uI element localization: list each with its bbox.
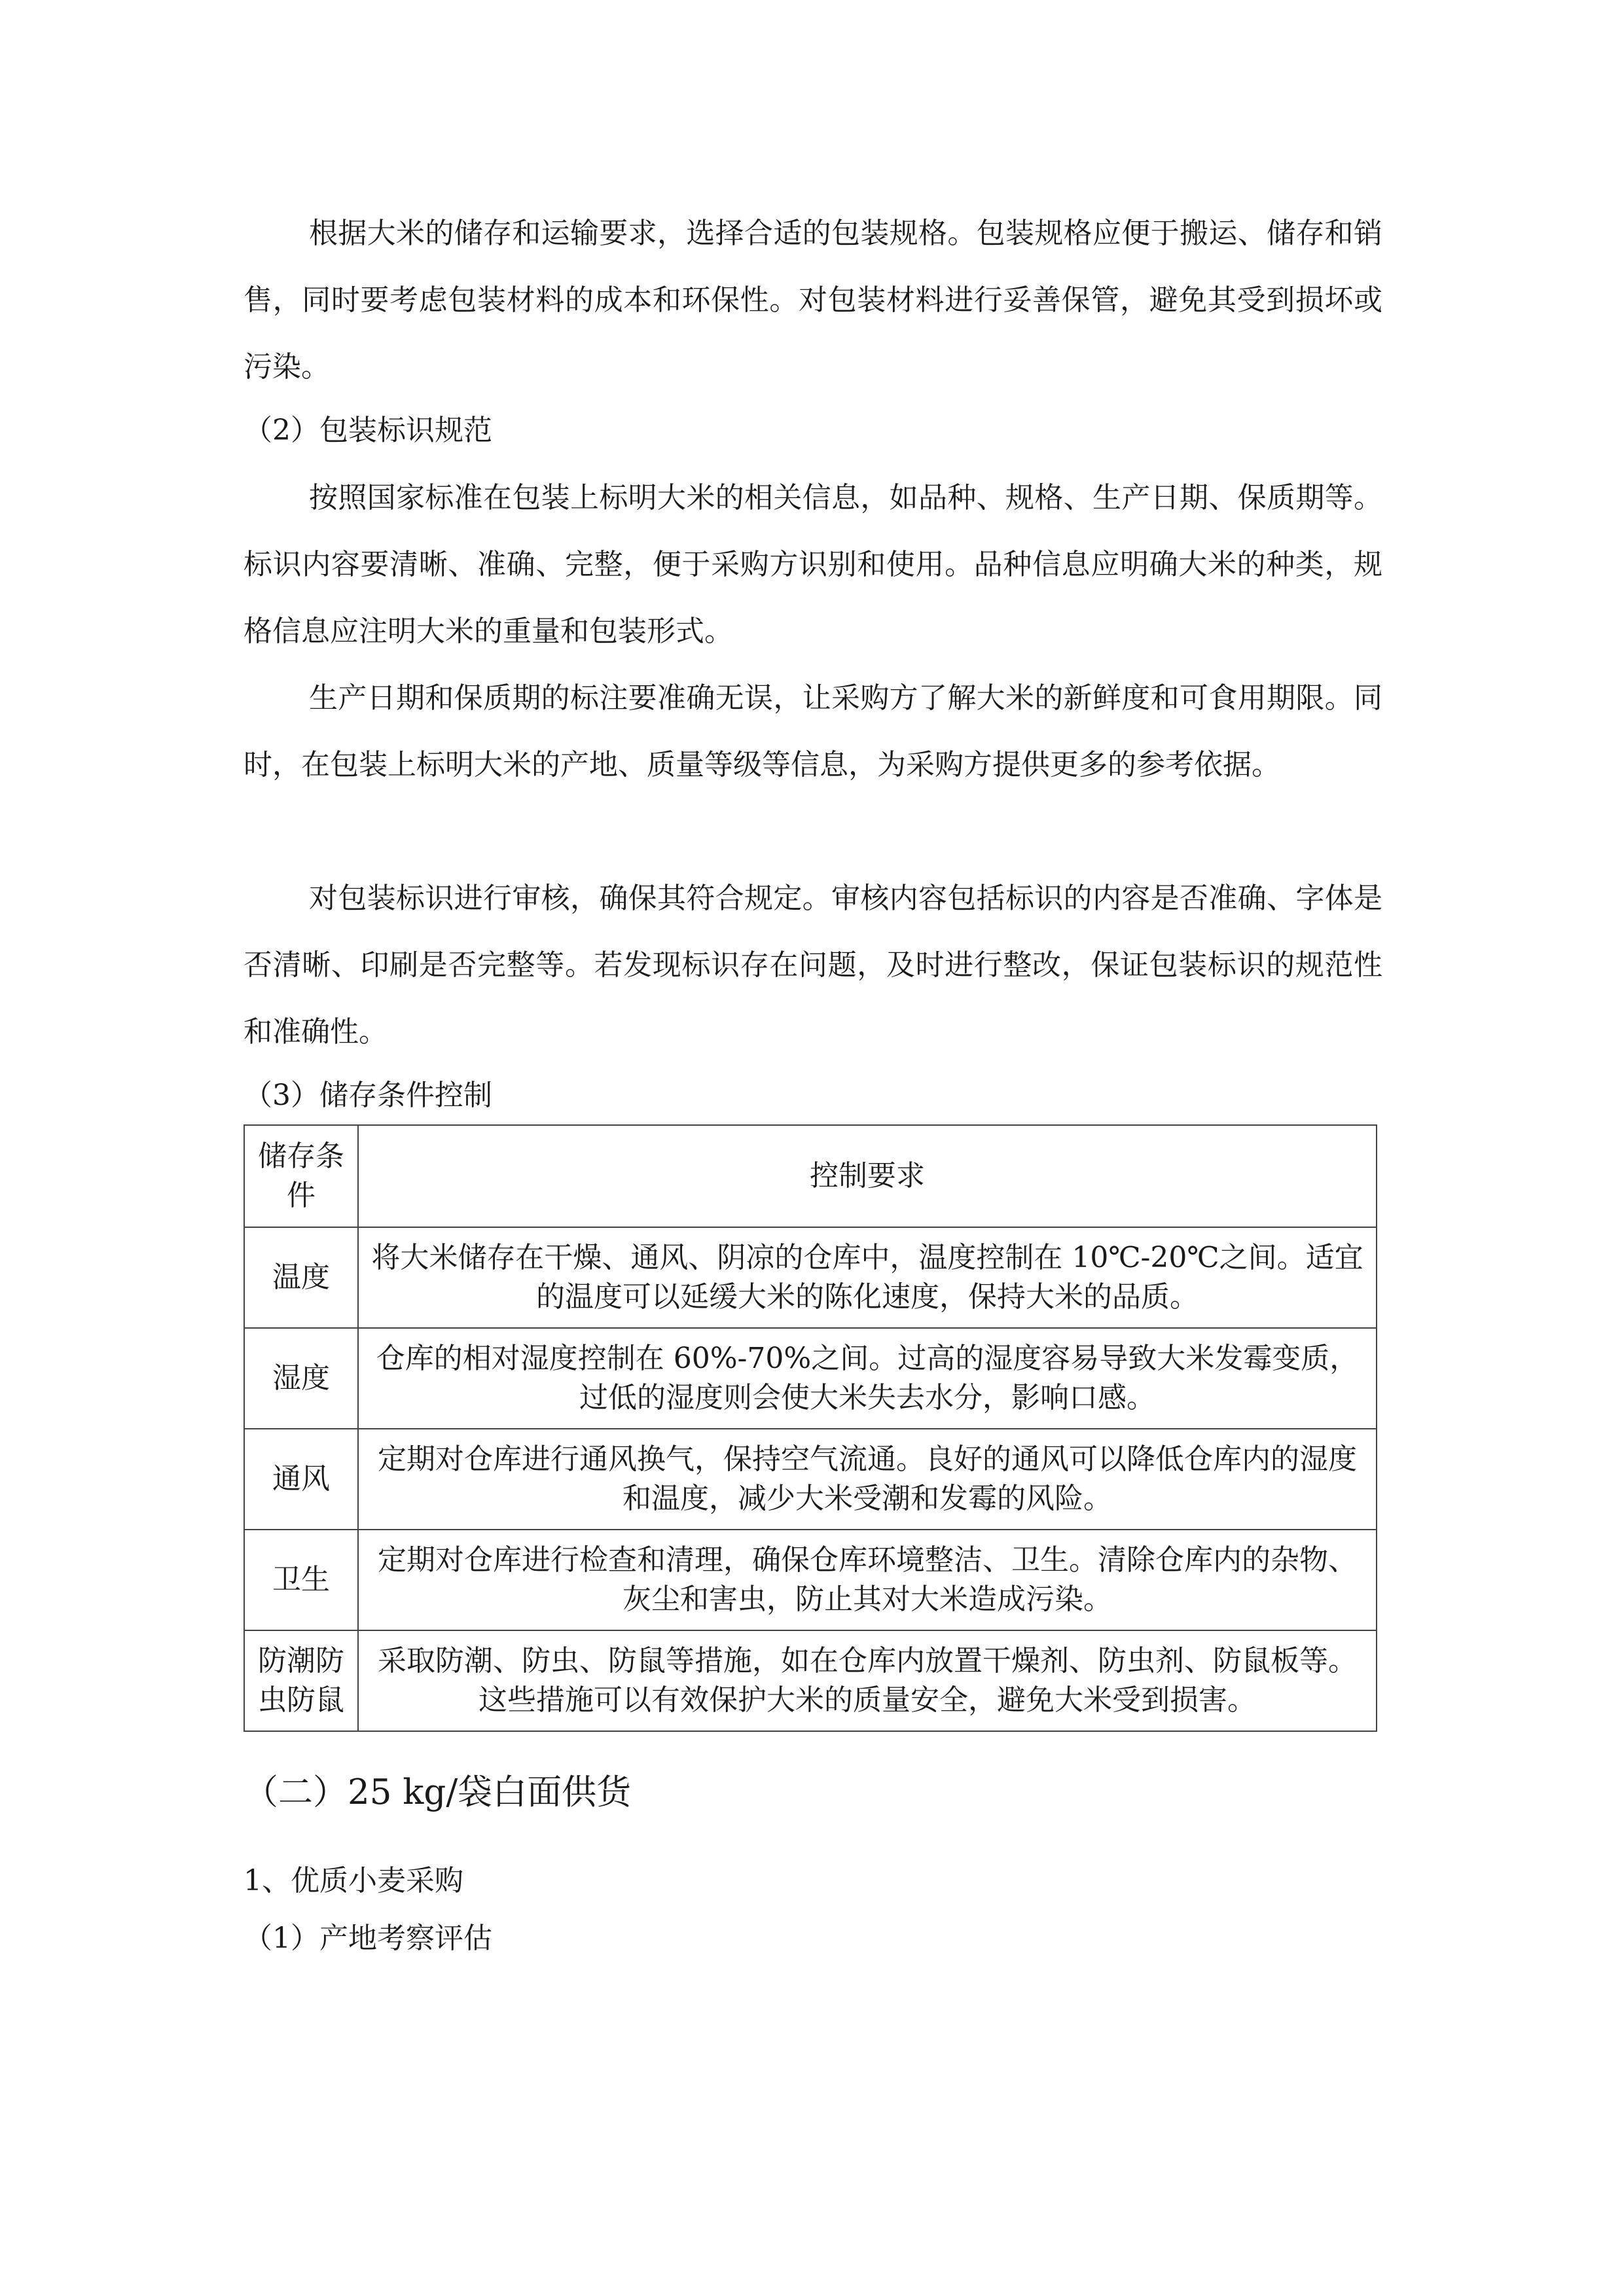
header-condition: 储存条件 [244,1125,358,1227]
table-row [244,1227,1377,1328]
condition-cell: 湿度 [244,1328,358,1429]
header-requirement: 控制要求 [358,1125,1377,1227]
requirement-cell: 定期对仓库进行通风换气，保持空气流通。良好的通风可以降低仓库内的湿度和温度，减少大米受潮和发霉的风险。 [358,1429,1377,1530]
requirement-cell: 将大米储存在干燥、通风、阴凉的仓库中，温度控制在 10℃-20℃之间。适宜的温度可以延缓大米的陈化速度，保持大米的品质。 [358,1227,1377,1328]
requirement-cell: 定期对仓库进行检查和清理，确保仓库环境整洁、卫生。清除仓库内的杂物、灰尘和害虫，防止其对大米造成污染。 [358,1530,1377,1630]
storage-conditions-table [244,1124,1377,1732]
section-heading-flour-supply: （二）25 kg/袋白面供货 [244,1772,632,1812]
condition-cell: 通风 [244,1429,358,1530]
table-row [244,1328,1377,1429]
paragraph-date-label: 生产日期和保质期的标注要准确无误，让采购方了解大米的新鲜度和可食用期限。同时，在包装上标明大米的产地、质量等级等信息，为采购方提供更多的参考依据。 [244,681,1382,781]
table-header-row [244,1125,1377,1227]
requirement-cell: 采取防潮、防虫、防鼠等措施，如在仓库内放置干燥剂、防虫剂、防鼠板等。这些措施可以有效保护大米的质量安全，避免大米受到损害。 [358,1630,1377,1731]
table-row [244,1530,1377,1630]
paragraph-label-standard: 按照国家标准在包装上标明大米的相关信息，如品种、规格、生产日期、保质期等。标识内容要清晰、准确、完整，便于采购方识别和使用。品种信息应明确大米的种类，规格信息应注明大米的重量和包装形式。 [244,481,1382,648]
condition-cell: 温度 [244,1227,358,1328]
requirement-cell: 仓库的相对湿度控制在 60%-70%之间。过高的湿度容易导致大米发霉变质，过低的湿度则会使大米失去水分，影响口感。 [358,1328,1377,1429]
paragraph-packaging-spec: 根据大米的储存和运输要求，选择合适的包装规格。包装规格应便于搬运、储存和销售，同时要考虑包装材料的成本和环保性。对包装材料进行妥善保管，避免其受到损坏或污染。 [244,217,1382,384]
paragraph-label-review: 对包装标识进行审核，确保其符合规定。审核内容包括标识的内容是否准确、字体是否清晰、印刷是否完整等。若发现标识存在问题，及时进行整改，保证包装标识的规范性和准确性。 [244,882,1382,1049]
condition-cell: 防潮防虫防鼠 [244,1630,358,1731]
table-row [244,1630,1377,1731]
condition-cell: 卫生 [244,1530,358,1630]
subsection-wheat-purchase: 1、优质小麦采购 [244,1864,463,1897]
heading-storage-control: （3）储存条件控制 [244,1079,492,1112]
subsection-origin-evaluation: （1）产地考察评估 [244,1922,492,1955]
table-row [244,1429,1377,1530]
heading-packaging-label: （2）包装标识规范 [244,414,492,447]
